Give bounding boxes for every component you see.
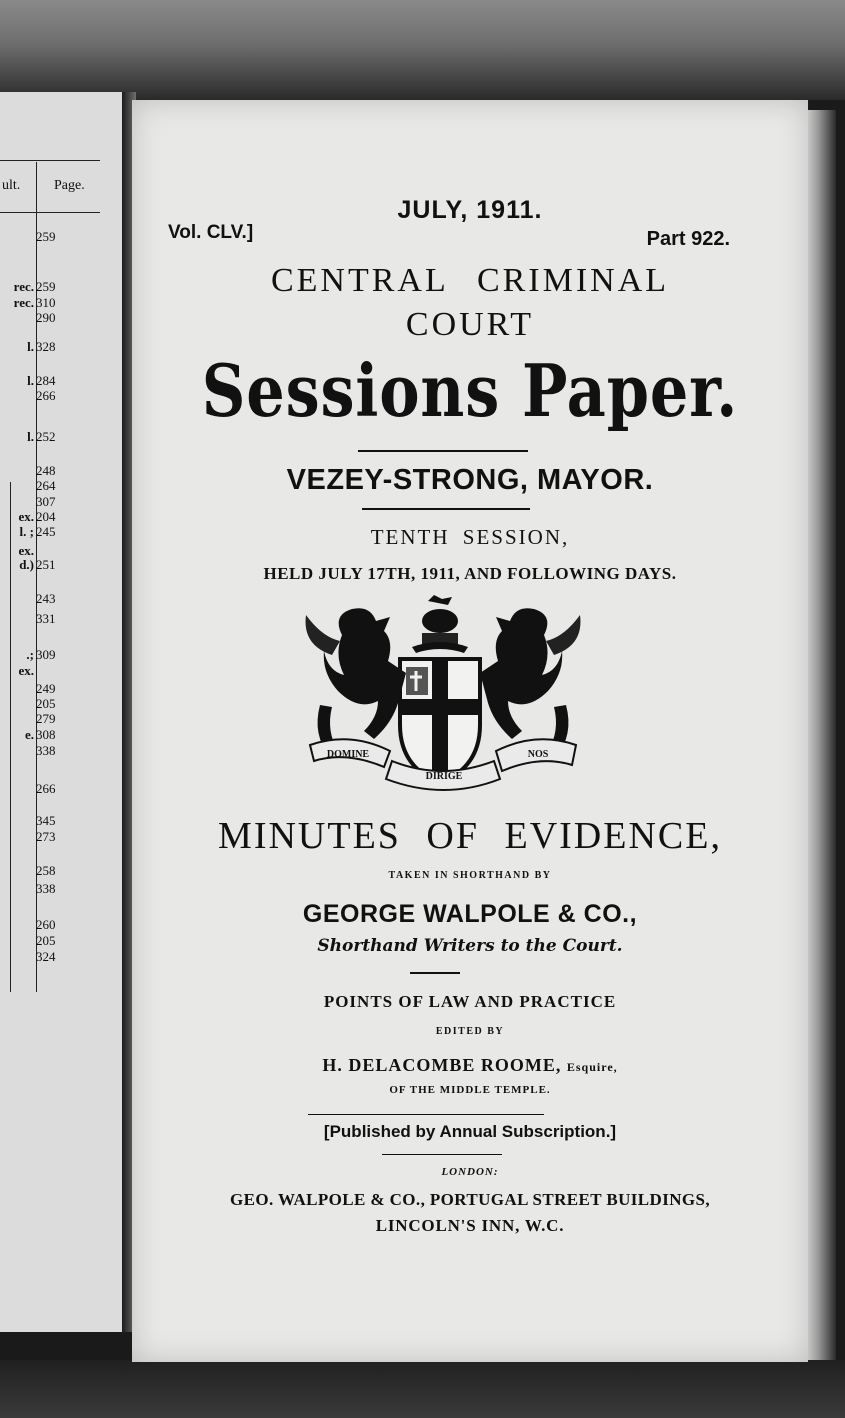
index-entry-page: 205 xyxy=(36,933,56,948)
index-entry-page: 204 xyxy=(36,509,56,524)
reporter-name: GEORGE WALPOLE & CO., xyxy=(302,900,638,928)
index-entry-label: l. ; xyxy=(19,524,34,539)
divider-rule xyxy=(358,450,528,452)
subscription-note: [Published by Annual Subscription.] xyxy=(323,1122,617,1141)
index-entry xyxy=(0,389,56,403)
index-entry xyxy=(0,950,56,964)
points-of-law-heading: POINTS OF LAW AND PRACTICE xyxy=(323,992,617,1011)
minutes-heading: MINUTES OF EVIDENCE, xyxy=(218,815,722,857)
index-entry xyxy=(0,918,56,932)
index-entry xyxy=(0,230,56,244)
editor-title: Esquire, xyxy=(566,1060,618,1074)
index-entry-label: d.) xyxy=(19,557,34,572)
edited-by-line: EDITED BY xyxy=(435,1026,505,1037)
index-entry-page: 279 xyxy=(36,711,56,726)
index-entry-page: 258 xyxy=(36,863,56,878)
index-entry-page: 264 xyxy=(36,478,56,493)
index-entry xyxy=(0,864,56,878)
index-entry-page: 251 xyxy=(36,557,56,572)
index-entry xyxy=(0,525,56,539)
index-entry-label: l. xyxy=(27,373,34,388)
index-entry-label: l. xyxy=(27,429,34,444)
index-entry-page: 328 xyxy=(36,339,56,354)
index-header-rule xyxy=(0,212,100,213)
index-entry-label: ex. xyxy=(18,509,34,524)
title-page xyxy=(132,100,808,1362)
index-entry-label: .; xyxy=(26,647,34,662)
index-entry xyxy=(0,728,56,742)
index-entry-page: 266 xyxy=(36,781,56,796)
index-entry-page: 252 xyxy=(36,429,56,444)
reporter-role: Shorthand Writers to the Court. xyxy=(317,936,623,956)
index-entry-page: 308 xyxy=(36,727,56,742)
index-header-result: ult. xyxy=(2,178,21,193)
index-entry xyxy=(0,664,36,678)
editor-line xyxy=(132,1055,808,1076)
index-entry-label: l. xyxy=(27,339,34,354)
index-entry xyxy=(0,648,56,662)
index-entry xyxy=(0,374,56,388)
index-entry xyxy=(0,296,56,310)
index-entry-page: 273 xyxy=(36,829,56,844)
divider-rule xyxy=(382,1154,502,1155)
index-entry xyxy=(0,464,56,478)
publisher-address-line1: GEO. WALPOLE & CO., PORTUGAL STREET BUILDINGS, xyxy=(229,1190,711,1209)
index-entry xyxy=(0,814,56,828)
index-entry-page: 243 xyxy=(36,591,56,606)
index-entry xyxy=(0,744,56,758)
index-entry-page: 259 xyxy=(36,229,56,244)
index-entry-label: ex. xyxy=(18,663,34,678)
index-entry xyxy=(0,782,56,796)
divider-rule xyxy=(308,1114,544,1115)
index-entry xyxy=(0,430,56,444)
publication-title: Sessions Paper. xyxy=(201,348,739,433)
index-entry-label: rec. xyxy=(13,279,34,294)
volume-number: Vol. CLV.] xyxy=(168,222,254,243)
index-entry-page: 338 xyxy=(36,881,56,896)
index-entry xyxy=(0,495,56,509)
index-entry xyxy=(0,544,36,558)
court-name-line1: CENTRAL CRIMINAL xyxy=(270,262,670,299)
scanner-background-top xyxy=(0,0,845,100)
index-entry xyxy=(0,479,56,493)
issue-date: JULY, 1911. xyxy=(397,196,543,224)
motto-word: DIRIGE xyxy=(425,771,463,782)
motto-word: NOS xyxy=(527,749,549,760)
index-entry-page: 345 xyxy=(36,813,56,828)
index-entry xyxy=(0,311,56,325)
motto-word: DOMINE xyxy=(326,749,370,760)
taken-by-line: TAKEN IN SHORTHAND BY xyxy=(388,870,552,881)
session-number: TENTH SESSION, xyxy=(370,525,570,549)
session-dates: HELD JULY 17TH, 1911, AND FOLLOWING DAYS. xyxy=(263,564,677,583)
divider-rule xyxy=(362,508,530,510)
court-name-line2: COURT xyxy=(405,306,535,343)
index-entry-page: 249 xyxy=(36,681,56,696)
index-entry xyxy=(0,558,56,572)
index-entry-page: 338 xyxy=(36,743,56,758)
index-entry-page: 309 xyxy=(36,647,56,662)
city-of-london-crest xyxy=(302,595,584,800)
left-facing-page xyxy=(0,92,128,1332)
index-entry-page: 284 xyxy=(36,373,56,388)
index-entry-label: e. xyxy=(24,727,34,742)
index-entry xyxy=(0,592,56,606)
index-entry-page: 331 xyxy=(36,611,56,626)
index-entry-label: ex. xyxy=(18,543,34,558)
index-entry-label: rec. xyxy=(13,295,34,310)
index-entry xyxy=(0,340,56,354)
index-entry-page: 307 xyxy=(36,494,56,509)
index-entry-page: 290 xyxy=(36,310,56,325)
index-entry xyxy=(0,510,56,524)
index-entry xyxy=(0,682,56,696)
index-top-rule xyxy=(0,160,100,161)
index-entry xyxy=(0,882,56,896)
index-entry-page: 245 xyxy=(36,524,56,539)
index-entry-page: 260 xyxy=(36,917,56,932)
index-entry-page: 205 xyxy=(36,696,56,711)
index-entry xyxy=(0,612,56,626)
index-entry xyxy=(0,280,56,294)
index-entry-page: 310 xyxy=(36,295,56,310)
part-number: Part 922. xyxy=(646,228,730,250)
index-entry xyxy=(0,712,56,726)
index-header-page: Page. xyxy=(54,178,85,193)
editor-affiliation: OF THE MIDDLE TEMPLE. xyxy=(389,1084,551,1096)
publisher-address-line2: LINCOLN'S INN, W.C. xyxy=(375,1216,565,1235)
index-entry-page: 266 xyxy=(36,388,56,403)
index-entry xyxy=(0,697,56,711)
publisher-city: LONDON: xyxy=(441,1166,499,1178)
scanner-background-bottom xyxy=(0,1360,845,1418)
index-entry-page: 324 xyxy=(36,949,56,964)
index-entry-page: 248 xyxy=(36,463,56,478)
editor-name: H. DELACOMBE ROOME, xyxy=(322,1055,562,1075)
index-entry xyxy=(0,934,56,948)
index-entry-page: 259 xyxy=(36,279,56,294)
index-entry xyxy=(0,830,56,844)
page-edge-right xyxy=(806,110,836,1360)
mayor-name: VEZEY-STRONG, MAYOR. xyxy=(286,464,654,496)
divider-rule xyxy=(410,972,460,974)
